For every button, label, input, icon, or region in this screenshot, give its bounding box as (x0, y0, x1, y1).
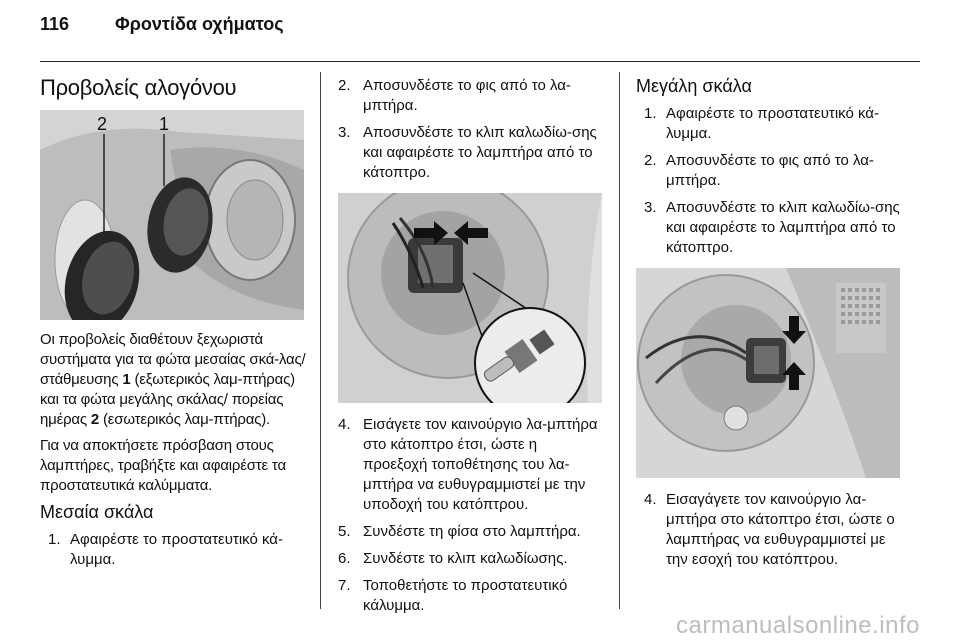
column-2 (338, 76, 604, 623)
label-ref-2: 2 (90, 411, 100, 428)
list-item: 2. Αποσυνδέστε το φις από το λα-μπτήρα. (644, 152, 874, 189)
column-1 (40, 76, 306, 577)
low-beam-steps-1 (40, 530, 306, 570)
access-paragraph: Για να αποκτήσετε πρόσβαση στους λαμπτήρες, τραβήξτε και αφαιρέστε τα προστατευτικά καλύμματα. (40, 437, 286, 494)
high-beam-title: Μεγάλη σκάλα (636, 76, 752, 96)
list-item: 7. Τοποθετήστε το προστατευτικό κάλυμμα. (338, 577, 568, 614)
low-beam-steps-3 (338, 415, 604, 616)
watermark: carmanualsonline.info (676, 612, 920, 639)
list-item: 3. Αποσυνδέστε το κλιπ καλωδίω-σης και αφαιρέστε το λαμπτήρα από το κάτοπτρο. (644, 199, 900, 256)
figure-label-1: 1 (159, 114, 170, 134)
section-title: Προβολείς αλογόνου (40, 75, 237, 100)
list-item: 5. Συνδέστε τη φίσα στο λαμπτήρα. (338, 523, 581, 540)
label-ref-1: 1 (122, 371, 131, 388)
list-item: 3. Αποσυνδέστε το κλιπ καλωδίω-σης και αφαιρέστε το λαμπτήρα από το κάτοπτρο. (338, 124, 597, 181)
intro-paragraph: Οι προβολείς διαθέτουν ξεχωριστά συστήματα για τα φώτα μεσαίας σκά-λας/στάθμευσης 1 (εξωτερικός λαμ-πτήρας) και τα φώτα μεγάλης σκάλας/ πορείας ημέρας 2 (εσωτερικός λαμ-πτήρας). (40, 331, 306, 428)
low-beam-steps-2 (338, 76, 604, 183)
header-rule (40, 61, 920, 62)
list-item: 6. Συνδέστε το κλιπ καλωδίωσης. (338, 550, 568, 567)
list-item: 4. Εισάγετε τον καινούργιο λα-μπτήρα στο κάτοπτρο έτσι, ώστε η προεξοχή τοποθέτησης του λα-μπτήρα να ευθυγραμμιστεί με την υποδοχή του κατόπτρου. (338, 416, 598, 513)
list-item: 1. Αφαιρέστε το προστατευτικό κά-λυμμα. (644, 105, 879, 142)
high-beam-steps-2 (636, 490, 902, 570)
page-header (40, 14, 284, 35)
list-item: 4. Εισαγάγετε τον καινούργιο λα-μπτήρα στο κάτοπτρο έτσι, ώστε ο λαμπτήρας να ευθυγραμμιστεί με την εσοχή του κατόπτρου. (644, 491, 895, 568)
column-divider-2 (619, 72, 620, 609)
high-beam-bulb-figure (636, 268, 900, 478)
chapter-title: Φροντίδα οχήματος (115, 14, 284, 34)
column-divider-1 (320, 72, 321, 609)
column-3 (636, 76, 902, 577)
list-item: 2. Αποσυνδέστε το φις από το λα-μπτήρα. (338, 77, 571, 114)
figure-label-2: 2 (97, 114, 108, 134)
list-item: 1. Αφαιρέστε το προστατευτικό κά-λυμμα. (48, 531, 283, 568)
headlamp-rear-figure (40, 110, 304, 320)
low-beam-title: Μεσαία σκάλα (40, 502, 154, 522)
page-number: 116 (40, 14, 70, 34)
low-beam-bulb-figure (338, 193, 602, 403)
high-beam-steps-1 (636, 104, 902, 258)
